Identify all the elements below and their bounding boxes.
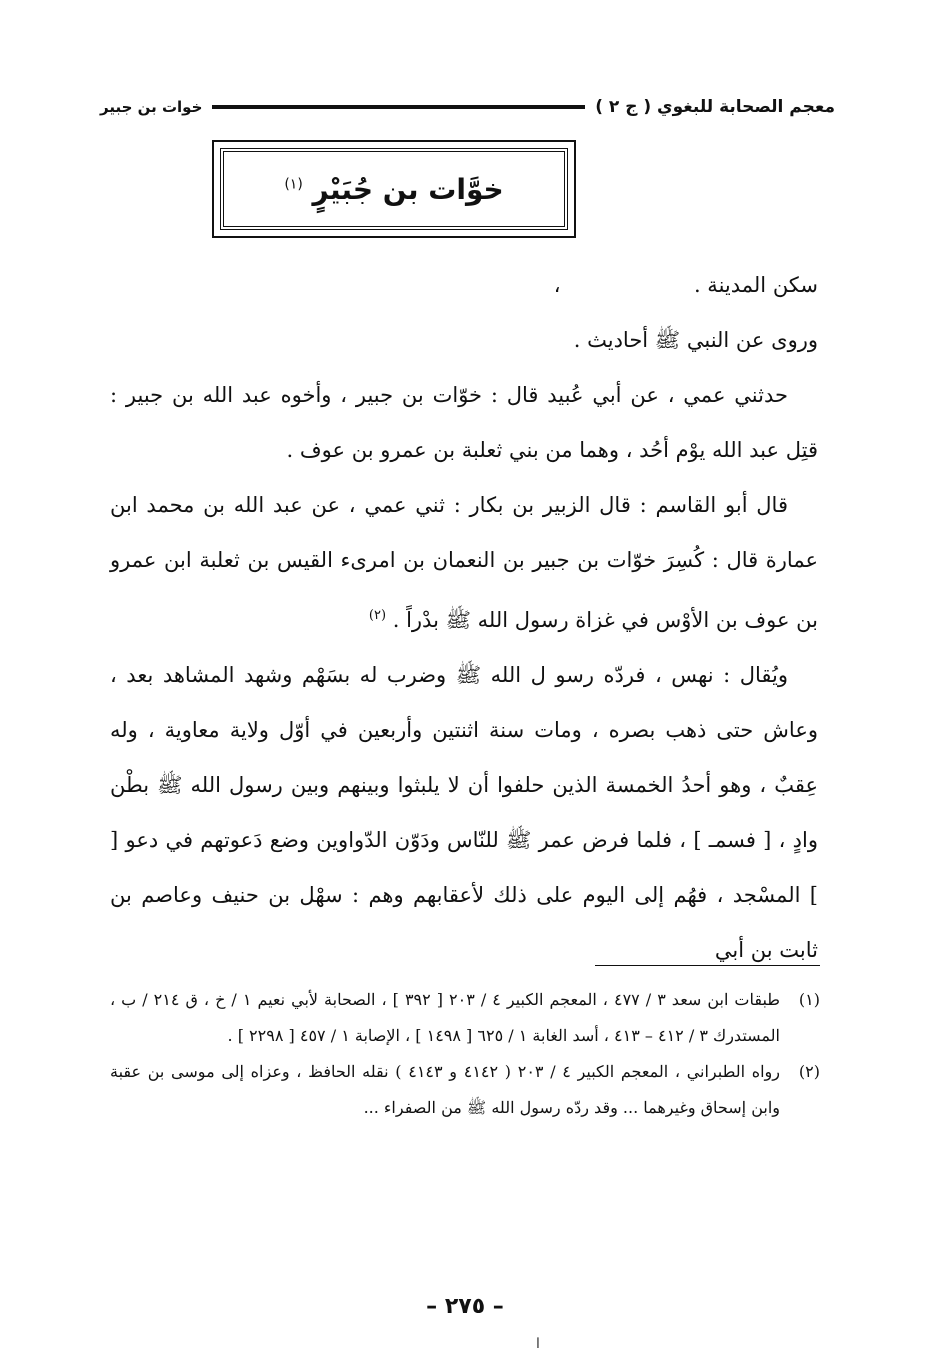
body-paragraph [110, 313, 818, 368]
entry-title-text: خوَّات بن جُبَيْرٍ [312, 172, 504, 206]
entry-title-inner-frame [220, 148, 568, 230]
bottom-mark: ا [536, 1336, 540, 1352]
body-paragraph [110, 648, 818, 978]
footnote-separator [595, 965, 820, 966]
running-header-entry-name: خوات بن جبير [100, 98, 203, 116]
footnote-item [110, 1054, 820, 1126]
running-header-book-title: معجم الصحابة للبغوي ( ج ٢ ) [595, 97, 835, 117]
entry-title-footnote-ref: (١) [284, 176, 303, 193]
body-line-narration: وروى عن النبي ﷺ أحاديث . [573, 328, 818, 352]
footnote-text: طبقات ابن سعد ٣ / ٤٧٧ ، المعجم الكبير ٤ / ٢٠٣ [ ٣٩٢ ] ، الصحابة لأبي نعيم ١ / خ ، ق ٢١٤ / ب ، المستدرك ٣ / ٤١٢ – ٤١٣ ، أسد الغابة ١ / ٦٢٥ [ ١٤٩٨ ] ، الإصابة ١ / ٤٥٧ [ ٢٢٩٨ ] . [110, 990, 781, 1045]
body-paragraph [110, 368, 818, 478]
entry-title [284, 173, 503, 206]
body-paragraph [110, 258, 818, 313]
footnote-item [110, 982, 820, 1054]
running-header-rule [212, 105, 585, 109]
body-line-residence: سكن المدينة . [693, 273, 818, 297]
footnote-number: (٢) [798, 1062, 820, 1081]
body-paragraph [110, 478, 818, 648]
running-header [100, 92, 835, 122]
body-paragraph-abu-alqasim: قال أبو القاسم : قال الزبير بن بكار : ثني عمي ، عن عبد الله بن محمد ابن عمارة قال : كُسِرَ خوّات بن جبير بن النعمان بن امرىء القيس بن ثعلبة ابن عمرو بن عوف بن الأوْس في غزاة رسول الله ﷺ بدْراً . [110, 493, 818, 632]
footnotes [110, 982, 820, 1126]
entry-body [110, 258, 818, 978]
footnote-number: (١) [798, 990, 820, 1009]
page-number: – ٢٧٥ – [426, 1294, 504, 1319]
body-paragraph-abu-ubayd: حدثني عمي ، عن أبي عُبيد قال : خوّات بن جبير ، وأخوه عبد الله بن جبير : قتِل عبد الله يوْم أحُد ، وهما من بني ثعلبة بن عمرو بن عوف . [110, 383, 818, 462]
body-footnote-ref: (٢) [368, 608, 387, 623]
entry-title-frame [212, 140, 576, 238]
stray-mark: ، [553, 273, 561, 297]
body-paragraph-yuqal: ويُقال : نهس ، فردّه رسو ل الله ﷺ وضرب له بسَهْم وشهد المشاهد بعد ، وعاش حتى ذهب بصره ، ومات سنة اثنتين وأربعين في أوّل ولاية معاوية ، وله عِقبٌ ، وهو أحدُ الخمسة الذين حلفوا أن لا يلبثوا وبينهم وبين رسول الله ﷺ بطْن وادٍ ، [ فسمـ ] ، فلما فرض عمر ﷺ للنّاس ودَوّن الدّواوين وضع دَعوتهم في دعو [ ] المسْجد ، فهُم إلى اليوم على ذلك لأعقابهم وهم : سهْل بن حنيف وعاصم بن ثابت بن أبي [110, 663, 818, 962]
footnote-text: رواه الطبراني ، المعجم الكبير ٤ / ٢٠٣ ( ٤١٤٢ و ٤١٤٣ ) نقله الحافظ ، وعزاه إلى موسى بن عقبة وابن إسحاق وغيرهما ... وقد ردّه رسول الله ﷺ من الصفراء ... [110, 1062, 781, 1117]
